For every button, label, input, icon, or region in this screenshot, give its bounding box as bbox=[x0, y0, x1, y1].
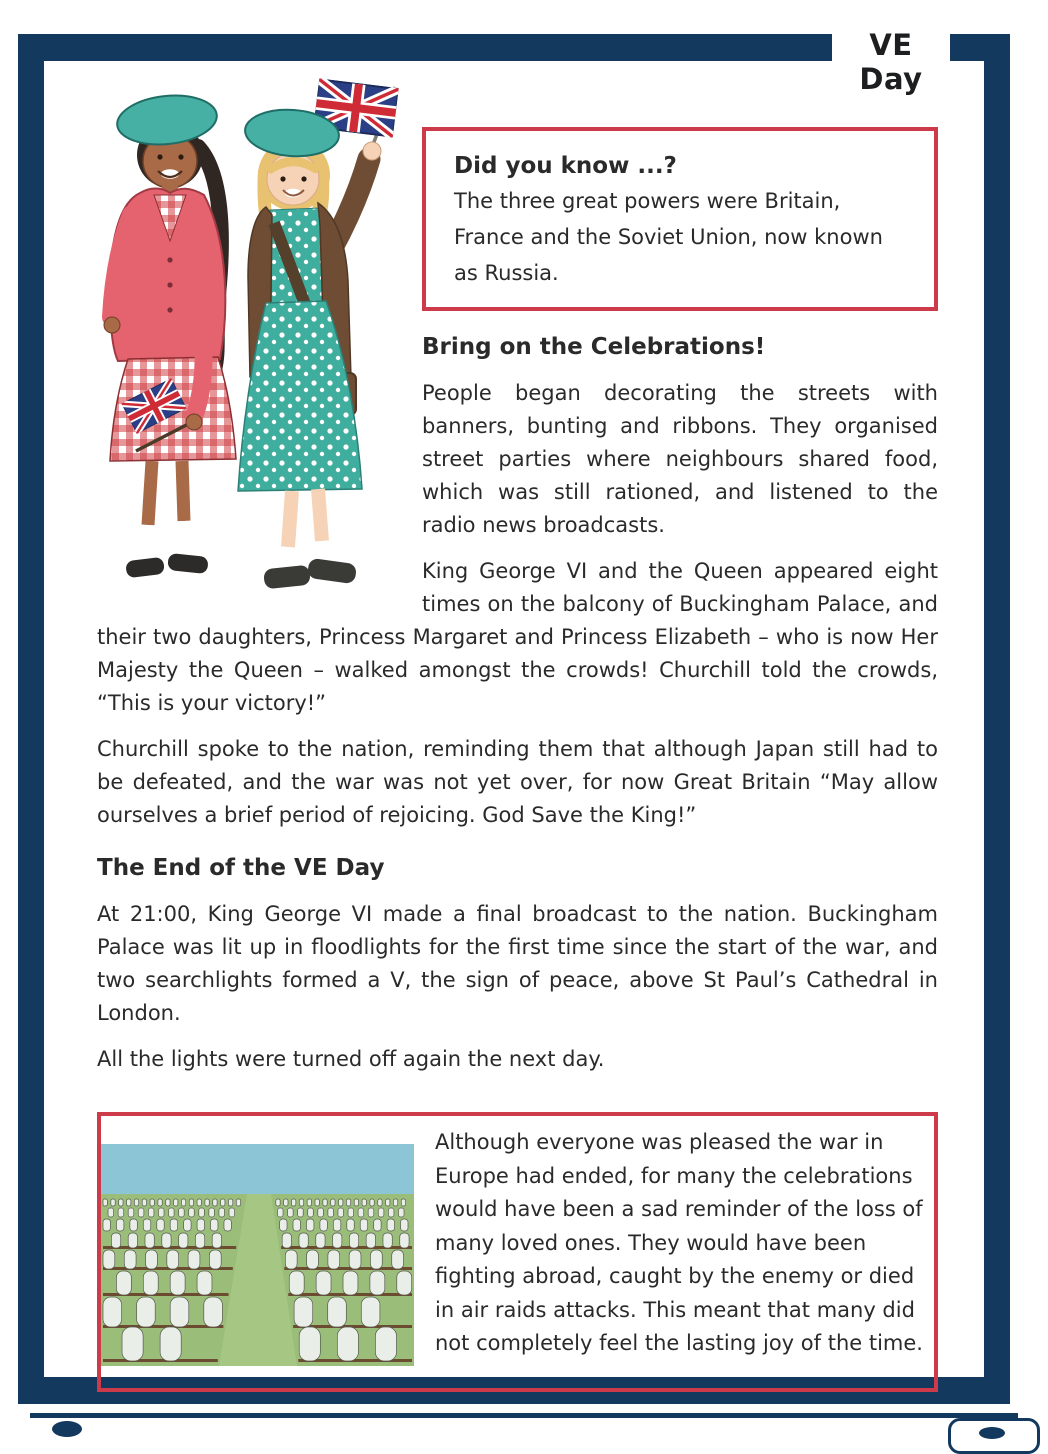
end-paragraph-1: At 21:00, King George VI made a final broadcast to the nation. Buckingham Palace was lit up in floodlights for the first time since the start of the war, and two searchlights formed a V, the sign of peace, above St Paul’s Cathedral in London. bbox=[97, 902, 938, 1025]
children-illustration-svg bbox=[70, 75, 420, 591]
frame-top-bar bbox=[18, 34, 832, 61]
end-of-ve-day-heading: The End of the VE Day bbox=[97, 855, 385, 881]
content-column bbox=[44, 61, 984, 1392]
did-you-know-heading: Did you know ...? bbox=[454, 153, 677, 179]
did-you-know-box bbox=[422, 127, 938, 311]
footer-logo-partial bbox=[52, 1421, 82, 1437]
celebrations-paragraph-2: King George VI and the Queen appeared eight times on the balcony of Buckingham Palace, and their two daughters, Princess Margaret and Princess Elizabeth – who is now Her Majesty the Queen – walked amongst the crowds! Churchill told the crowds, “This is your victory!” bbox=[97, 559, 938, 715]
footer-divider-line bbox=[30, 1413, 1018, 1418]
children-illustration bbox=[97, 75, 422, 591]
celebrations-paragraph-3: Churchill spoke to the nation, reminding them that although Japan still had to be defeated, and the war was not yet over, for now Great Britain “May allow ourselves a brief period of rejoicing. God Save the King!” bbox=[97, 737, 938, 827]
cemetery-illustration bbox=[101, 1144, 414, 1366]
frame-left-bar bbox=[18, 34, 44, 1404]
did-you-know-body: The three great powers were Britain, France and the Soviet Union, now known as Russia. bbox=[454, 189, 883, 285]
celebrations-heading: Bring on the Celebrations! bbox=[422, 334, 766, 360]
remembrance-box bbox=[97, 1112, 938, 1392]
girl-left bbox=[104, 91, 236, 578]
footer-button-icon bbox=[979, 1427, 1005, 1439]
end-paragraph-2: All the lights were turned off again the next day. bbox=[97, 1047, 605, 1071]
footer-button-partial bbox=[948, 1418, 1040, 1454]
celebrations-paragraph-1: People began decorating the streets with banners, bunting and ribbons. They organised street parties where neighbours shared food, which was still rationed, and listened to the radio news broadcasts. bbox=[422, 381, 938, 537]
frame-right-bar bbox=[984, 34, 1010, 1404]
girl-right bbox=[238, 107, 381, 590]
remembrance-text: Although everyone was pleased the war in Europe had ended, for many the celebrations would have been a sad reminder of the loss of many loved ones. They would have been fighting abroad, caught by the enemy or died in air raids attacks. This meant that many did not completely feel the lasting joy of the time. bbox=[435, 1130, 923, 1355]
page-title: VE Day bbox=[859, 28, 923, 96]
